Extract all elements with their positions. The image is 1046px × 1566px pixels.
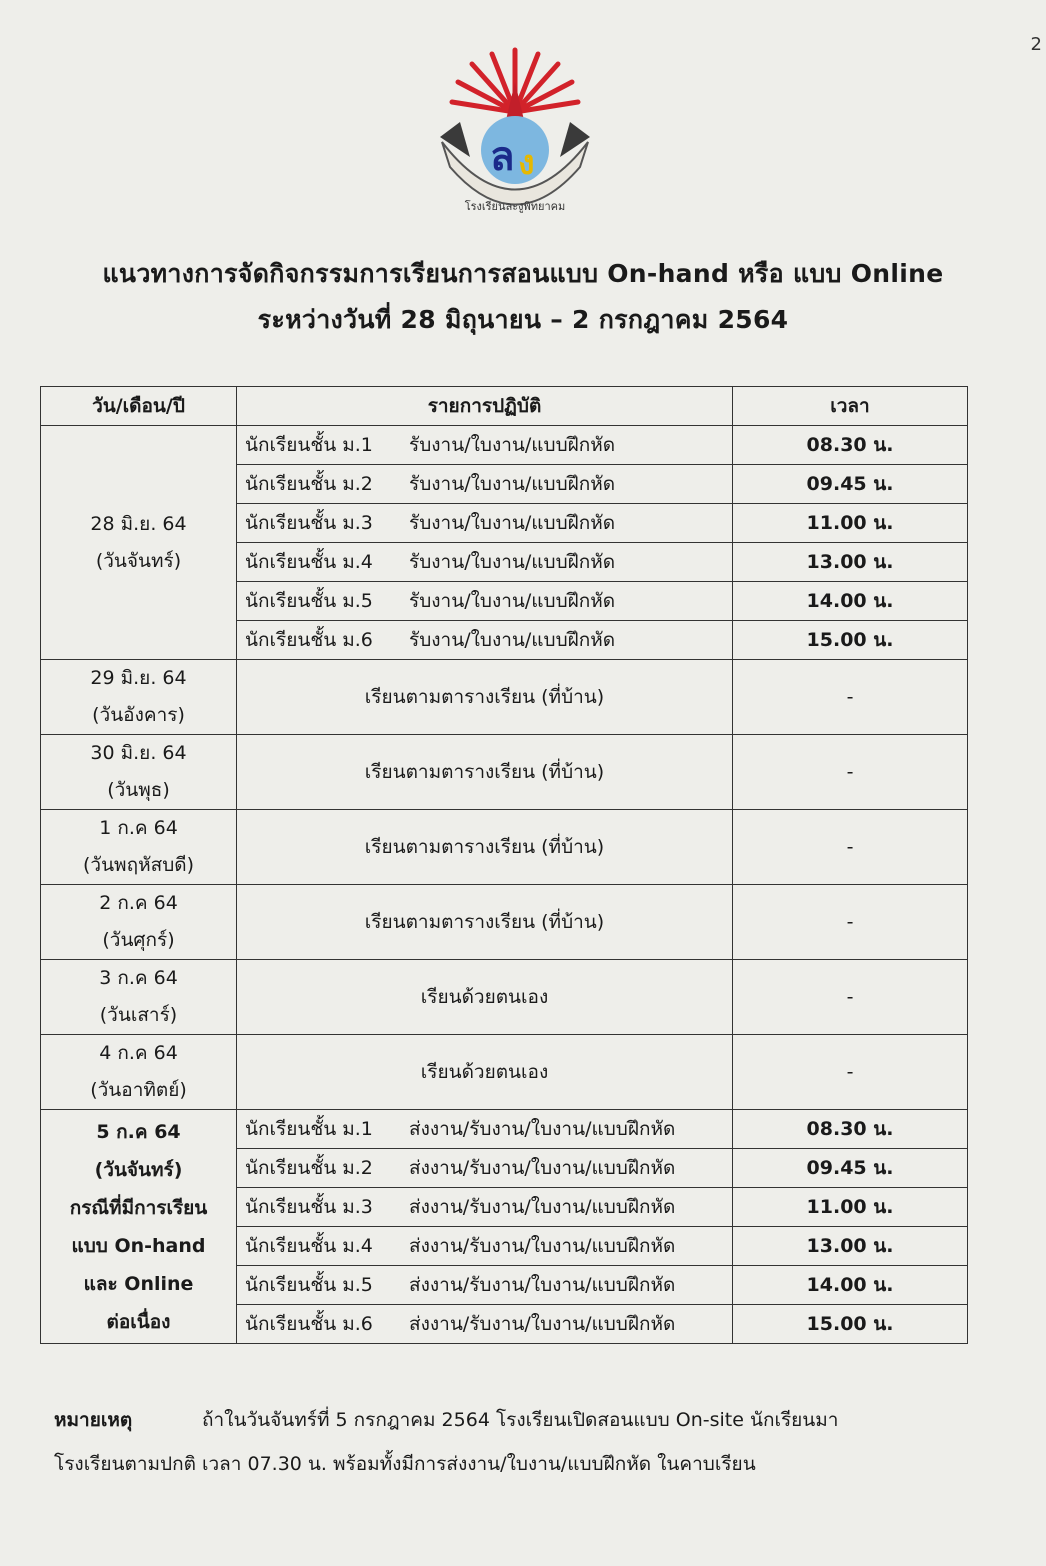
school-crest-icon (430, 42, 600, 222)
activity-cell (237, 582, 733, 621)
header-date: วัน/เดือน/ปี (41, 387, 237, 426)
activity-cell: เรียนตามตารางเรียน (ที่บ้าน) (237, 735, 733, 810)
activity-cell: เรียนด้วยตนเอง (237, 1035, 733, 1110)
activity-cell (237, 1227, 733, 1266)
header-activity: รายการปฏิบัติ (237, 387, 733, 426)
footnote (54, 1398, 1014, 1486)
crest-caption: โรงเรียนละงูพิทยาคม (464, 200, 566, 213)
footnote-line2: โรงเรียนตามปกติ เวลา 07.30 น. พร้อมทั้งมีการส่งงาน/ใบงาน/แบบฝึกหัด ในคาบเรียน (54, 1453, 756, 1475)
task-label: รับงาน/ใบงาน/แบบฝึกหัด (409, 590, 616, 612)
date-text: 29 มิ.ย. 64 (90, 667, 187, 689)
activity-cell (237, 1305, 733, 1344)
date-text: 1 ก.ค 64 (99, 817, 178, 839)
document-subtitle: ระหว่างวันที่ 28 มิถุนายน – 2 กรกฎาคม 2564 (257, 305, 789, 334)
time-cell: 15.00 น. (733, 621, 968, 660)
table-row (41, 810, 968, 885)
schedule-table (40, 386, 968, 1344)
class-label: นักเรียนชั้น ม.4 (245, 551, 373, 573)
task-label: ส่งงาน/รับงาน/ใบงาน/แบบฝึกหัด (409, 1235, 676, 1257)
task-label: รับงาน/ใบงาน/แบบฝึกหัด (409, 473, 616, 495)
task-label: ส่งงาน/รับงาน/ใบงาน/แบบฝึกหัด (409, 1157, 676, 1179)
footnote-line1: ถ้าในวันจันทร์ที่ 5 กรกฎาคม 2564 โรงเรียนเปิดสอนแบบ On-site นักเรียนมา (202, 1409, 839, 1431)
date-cell (41, 660, 237, 735)
time-cell: 14.00 น. (733, 582, 968, 621)
activity-cell (237, 1149, 733, 1188)
activity-cell (237, 543, 733, 582)
table-row (41, 735, 968, 810)
activity-cell: เรียนด้วยตนเอง (237, 960, 733, 1035)
day-text: (วันพฤหัสบดี) (82, 854, 195, 876)
date-text: 3 ก.ค 64 (99, 967, 178, 989)
class-label: นักเรียนชั้น ม.1 (245, 434, 373, 456)
class-label: นักเรียนชั้น ม.5 (245, 1274, 373, 1296)
date-cell (41, 735, 237, 810)
class-label: นักเรียนชั้น ม.3 (245, 1196, 373, 1218)
day-text: (วันเสาร์) (99, 1004, 178, 1026)
class-label: นักเรียนชั้น ม.2 (245, 1157, 373, 1179)
activity-cell: เรียนตามตารางเรียน (ที่บ้าน) (237, 660, 733, 735)
time-cell: - (733, 960, 968, 1035)
time-cell: 08.30 น. (733, 426, 968, 465)
time-cell: - (733, 735, 968, 810)
date-cell (41, 885, 237, 960)
header-time: เวลา (733, 387, 968, 426)
activity-cell: เรียนตามตารางเรียน (ที่บ้าน) (237, 810, 733, 885)
class-label: นักเรียนชั้น ม.4 (245, 1235, 373, 1257)
table-row (41, 1035, 968, 1110)
date-text: 30 มิ.ย. 64 (90, 742, 187, 764)
task-label: ส่งงาน/รับงาน/ใบงาน/แบบฝึกหัด (409, 1118, 676, 1140)
date-note: แบบ On-hand (71, 1234, 206, 1257)
class-label: นักเรียนชั้น ม.1 (245, 1118, 373, 1140)
date-cell (41, 1035, 237, 1110)
time-cell: 09.45 น. (733, 465, 968, 504)
time-cell: 11.00 น. (733, 1188, 968, 1227)
time-cell: 14.00 น. (733, 1266, 968, 1305)
table-row (41, 960, 968, 1035)
day-text: (วันพุธ) (107, 779, 170, 801)
activity-cell (237, 1188, 733, 1227)
task-label: ส่งงาน/รับงาน/ใบงาน/แบบฝึกหัด (409, 1196, 676, 1218)
footnote-label: หมายเหตุ (54, 1409, 133, 1431)
time-cell: - (733, 1035, 968, 1110)
time-cell: 13.00 น. (733, 543, 968, 582)
day-text: (วันจันทร์) (94, 1158, 183, 1181)
class-label: นักเรียนชั้น ม.2 (245, 473, 373, 495)
date-text: 28 มิ.ย. 64 (90, 512, 187, 535)
activity-cell (237, 426, 733, 465)
table-row (41, 885, 968, 960)
day-text: (วันศุกร์) (102, 929, 175, 951)
page-number: 2 (1030, 34, 1042, 55)
activity-cell (237, 1110, 733, 1149)
time-cell: - (733, 810, 968, 885)
date-note: กรณีที่มีการเรียน (69, 1196, 208, 1219)
task-label: ส่งงาน/รับงาน/ใบงาน/แบบฝึกหัด (409, 1313, 676, 1335)
date-text: 2 ก.ค 64 (99, 892, 178, 914)
date-cell (41, 810, 237, 885)
time-cell: - (733, 660, 968, 735)
day-text: (วันอังคาร) (92, 704, 185, 726)
day-text: (วันจันทร์) (95, 549, 182, 572)
svg-text:ล: ล (490, 134, 515, 180)
activity-cell (237, 504, 733, 543)
date-text: 4 ก.ค 64 (99, 1042, 178, 1064)
class-label: นักเรียนชั้น ม.6 (245, 1313, 373, 1335)
date-note: ต่อเนื่อง (106, 1310, 171, 1333)
activity-cell (237, 621, 733, 660)
task-label: รับงาน/ใบงาน/แบบฝึกหัด (409, 629, 616, 651)
date-cell (41, 1110, 237, 1344)
table-row (41, 426, 968, 465)
activity-cell (237, 1266, 733, 1305)
class-label: นักเรียนชั้น ม.6 (245, 629, 373, 651)
date-text: 5 ก.ค 64 (96, 1120, 181, 1143)
table-row (41, 1110, 968, 1149)
table-row (41, 660, 968, 735)
date-note: และ Online (83, 1272, 194, 1295)
time-cell: 13.00 น. (733, 1227, 968, 1266)
class-label: นักเรียนชั้น ม.3 (245, 512, 373, 534)
time-cell: - (733, 885, 968, 960)
svg-text:ง: ง (518, 143, 535, 183)
table-header-row (41, 387, 968, 426)
time-cell: 15.00 น. (733, 1305, 968, 1344)
day-text: (วันอาทิตย์) (90, 1079, 187, 1101)
time-cell: 08.30 น. (733, 1110, 968, 1149)
date-cell (41, 426, 237, 660)
class-label: นักเรียนชั้น ม.5 (245, 590, 373, 612)
time-cell: 11.00 น. (733, 504, 968, 543)
task-label: รับงาน/ใบงาน/แบบฝึกหัด (409, 434, 616, 456)
task-label: รับงาน/ใบงาน/แบบฝึกหัด (409, 512, 616, 534)
task-label: ส่งงาน/รับงาน/ใบงาน/แบบฝึกหัด (409, 1274, 676, 1296)
document-title: แนวทางการจัดกิจกรรมการเรียนการสอนแบบ On-hand หรือ แบบ Online (102, 259, 944, 288)
activity-cell (237, 465, 733, 504)
activity-cell: เรียนตามตารางเรียน (ที่บ้าน) (237, 885, 733, 960)
task-label: รับงาน/ใบงาน/แบบฝึกหัด (409, 551, 616, 573)
date-cell (41, 960, 237, 1035)
time-cell: 09.45 น. (733, 1149, 968, 1188)
